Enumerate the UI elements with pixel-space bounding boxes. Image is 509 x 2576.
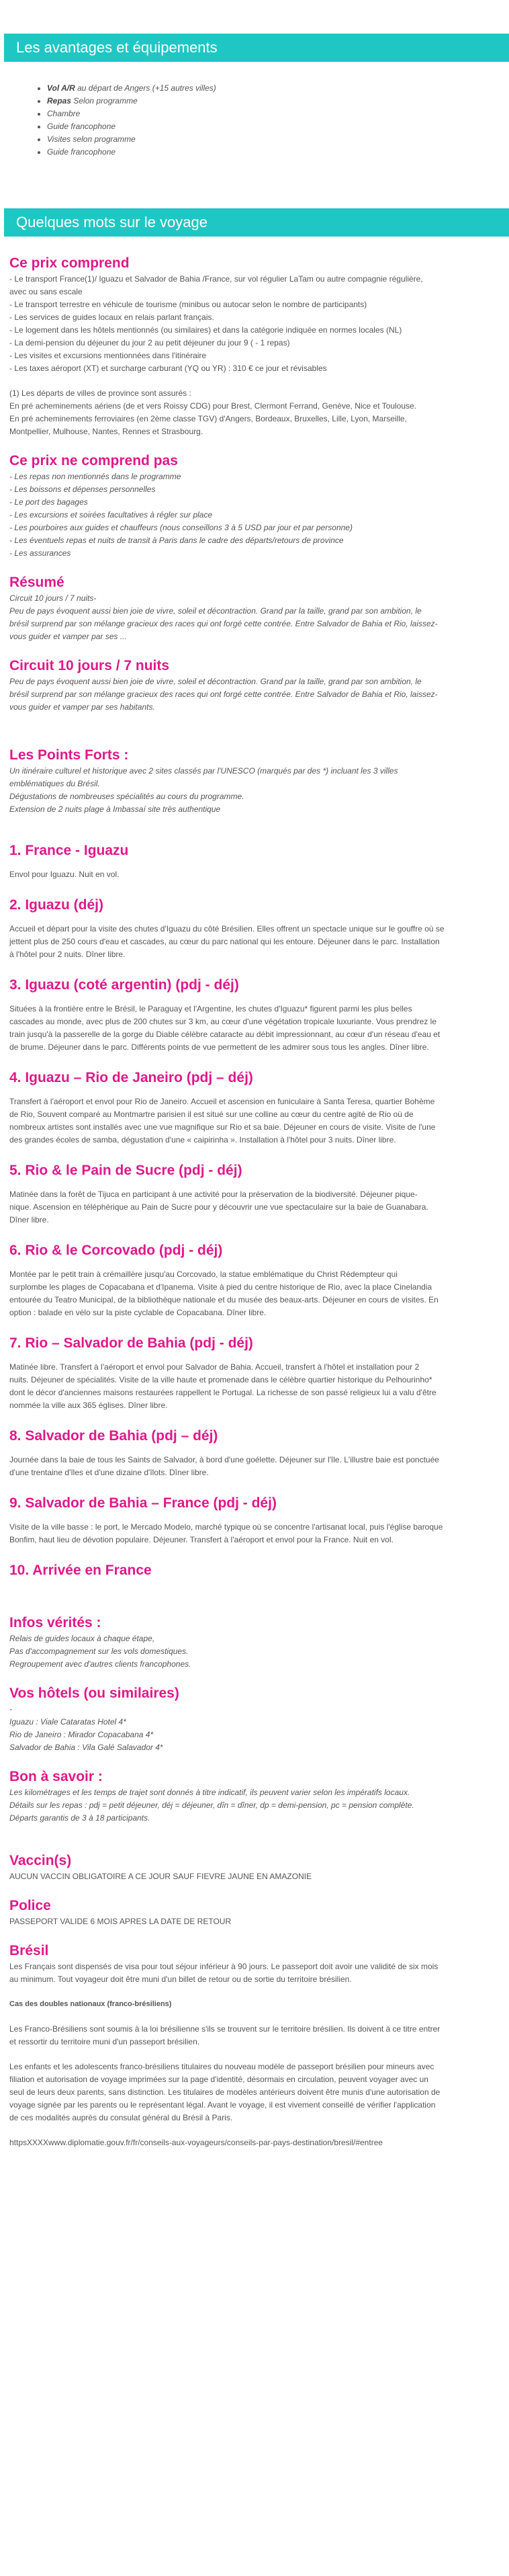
day-title: 5. Rio & le Pain de Sucre (pdj - déj) <box>9 1163 242 1178</box>
advantage-item <box>47 82 502 95</box>
text-line: Montpellier, Mulhouse, Nantes, Rennes et Strasbourg. <box>9 427 203 436</box>
text-line: dont le décor d'anciennes maisons restaurées rappellent le Portugal. La richesse de son passé religieux lui a valu d'être <box>9 1388 436 1397</box>
text-line: Envol pour Iguazu. Nuit en vol. <box>9 870 120 879</box>
excludes-section <box>0 452 502 560</box>
text-line: Visite de la ville basse : le port, le Mercado Modelo, marché typique où se concentre l'artisanat local, puis l'église baroque <box>9 1522 443 1532</box>
advantage-item <box>47 120 502 133</box>
text-line: Montée par le petit train à crémaillère jusqu'au Corcovado, la statue emblématique du Christ Rédempteur qui <box>9 1270 398 1279</box>
text-line: brésil surprend par son mélange gracieux des races qui ont forgé cette contrée. Entre Salvador de Bahia et Rio, laissez- <box>9 619 438 628</box>
brazil-section <box>0 1942 502 2149</box>
text-line: Départs garantis de 3 à 18 participants. <box>9 1813 150 1823</box>
know-section <box>0 1768 502 1825</box>
brazil-link[interactable]: httpsXXXXwww.diplomatie.gouv.fr/fr/conseils-aux-voyageurs/conseils-par-pays-destination/bresil/#entree <box>9 2138 383 2147</box>
vaccine-text: AUCUN VACCIN OBLIGATOIRE A CE JOUR SAUF FIEVRE JAUNE EN AMAZONIE <box>9 1872 312 1881</box>
circuit-title: Circuit 10 jours / 7 nuits <box>9 658 170 673</box>
police-section <box>0 1897 502 1928</box>
text-line: Pas d'accompagnement sur les vols domestiques. <box>9 1647 189 1656</box>
advantage-item-text: Visites selon programme <box>47 134 136 144</box>
day-title: 1. France - Iguazu <box>9 843 129 858</box>
text-line: Rio de Janeiro : Mirador Copacabana 4* <box>9 1730 154 1739</box>
text-line: jettent plus de 250 cours d'eau et cascades, au cœur du parc national qui les entoure. Déjeuner dans le parc. Installation <box>9 937 440 946</box>
text-line: Matinée dans la forêt de Tijuca en participant à une activité pour la préservation de la biodiversité. Déjeuner pique- <box>9 1190 418 1199</box>
text-line: nuits. Déjeuner de spécialités. Visite de la ville haute et promenade dans le célèbre quartier historique du Pelhourinho* <box>9 1375 432 1384</box>
advantage-item-text: au départ de Angers (+15 autres villes) <box>75 83 216 93</box>
day-title: 8. Salvador de Bahia (pdj – déj) <box>9 1428 218 1444</box>
vaccine-section <box>0 1852 502 1883</box>
summary-title: Résumé <box>9 575 64 590</box>
text-line: Les enfants et les adolescents franco-brésiliens titulaires du nouveau modèle de passeport brésilien pour mineurs avec <box>9 2062 434 2071</box>
text-line: Iguazu : Viale Cataratas Hotel 4* <box>9 1717 126 1727</box>
summary-lines <box>9 592 502 643</box>
includes-title: Ce prix comprend <box>9 255 130 271</box>
day-section <box>0 1334 502 1412</box>
text-line: - Le transport terrestre en véhicule de tourisme (minibus ou autocar selon le nombre de participants) <box>9 300 367 309</box>
hotels-lines <box>9 1703 502 1754</box>
advantages-header: Les avantages et équipements <box>4 34 509 62</box>
text-line: Salvador de Bahia : Vila Galé Salavador 4* <box>9 1743 163 1752</box>
police-title: Police <box>9 1898 51 1913</box>
text-line: - Les visites et excursions mentionnées dans l'itinéraire <box>9 351 207 360</box>
day-lines <box>9 1095 502 1147</box>
text-line: vous guider et vamper par ses ... <box>9 632 127 641</box>
about-header: Quelques mots sur le voyage <box>4 208 509 237</box>
text-line: Journée dans la baie de tous les Saints de Salvador, à bord d'une goélette. Déjeuner sur l'île. L'illustre baie est ponctuée <box>9 1455 439 1464</box>
text-line: - Les excursions et soirées facultatives à régler sur place <box>9 510 213 520</box>
text-line: Les Franco-Brésiliens sont soumis à la loi brésilienne s'ils se trouvent sur le territoire brésilien. Ils doivent à ce titre entrer <box>9 2024 441 2034</box>
truths-lines <box>9 1632 502 1671</box>
day-lines <box>9 923 502 961</box>
text-line: En pré acheminements ferroviaires (en 2ème classe TGV) d'Angers, Bordeaux, Bruxelles, Lille, Lyon, Marseille, <box>9 414 407 423</box>
text-line: nombreux artistes sont installés avec une vue magnifique sur Rio et sa baie. Déjeuner en cours de visite. Visite de l'une <box>9 1122 436 1132</box>
day-title: 10. Arrivée en France <box>9 1563 152 1578</box>
text-line: - Les pourboires aux guides et chauffeurs (nous conseillons 3 à 5 USD par jour et par personne) <box>9 523 353 532</box>
text-line: Les Français sont dispensés de visa pour tout séjour inférieur à 90 jours. Le passeport doit avoir une validité de six mois <box>9 1962 438 1971</box>
text-line: entourée du Teatro Municipal, de la bibliothèque nationale et du musée des beaux-arts. Déjeuner en cours de visites. En <box>9 1295 438 1304</box>
text-line: Peu de pays évoquent aussi bien joie de vivre, soleil et décontraction. Grand par la taille, grand par son ambition, le <box>9 606 422 616</box>
day-section <box>0 1241 502 1319</box>
day-title: 9. Salvador de Bahia – France (pdj - déj) <box>9 1495 277 1511</box>
day-lines <box>9 1188 502 1227</box>
strong-section <box>0 746 502 816</box>
advantage-item-text: Chambre <box>47 109 81 118</box>
text-line: Bonfim, haut lieu de dévotion populaire. Déjeuner. Transfert à l'aéroport et envol pour la France. Nuit en vol. <box>9 1535 394 1544</box>
advantage-item-text: Guide francophone <box>47 147 116 157</box>
text-line: - Les assurances <box>9 548 71 558</box>
text-line: Dégustations de nombreuses spécialités au cours du programme. <box>9 792 244 801</box>
circuit-lines <box>9 675 502 714</box>
text-line: Regroupement avec d'autres clients francophones. <box>9 1659 191 1669</box>
know-lines <box>9 1786 502 1825</box>
text-line: Matinée libre. Transfert à l'aéroport et envol pour Salvador de Bahia. Accueil, transfert à l'hôtel et installation pour 2 <box>9 1362 420 1372</box>
includes-lines <box>9 273 502 375</box>
text-line: d'une trentaine d'îles et d'une dizaine d'îlots. Dîner libre. <box>9 1468 209 1477</box>
day-lines <box>9 1454 502 1479</box>
advantage-item-bold: Repas <box>47 96 72 106</box>
day-lines <box>9 868 502 881</box>
day-lines <box>9 1268 502 1319</box>
text-line: seul de leurs deux parents, sans distinction. Les titulaires de modèles antérieurs doivent être munis d'une autorisation de <box>9 2087 441 2097</box>
text-line: brésil surprend par son mélange gracieux des races qui ont forgé cette contrée. Entre Salvador de Bahia et Rio, laissez- <box>9 690 438 699</box>
text-line: de brume. Déjeuner dans le parc. Différents points de vue permettent de les admirer sous tous les angles. Dîner libre. <box>9 1042 429 1052</box>
text-line: (1) Les départs de villes de province sont assurés : <box>9 388 191 398</box>
text-line: à l'hôtel pour 2 nuits. Dîner libre. <box>9 950 126 959</box>
summary-section <box>0 573 502 643</box>
text-line: - Le port des bagages <box>9 497 88 507</box>
text-line: nommée la ville aux 365 églises. Dîner libre. <box>9 1401 168 1410</box>
text-line: Extension de 2 nuits plage à Imbassaí site très authentique <box>9 804 221 814</box>
strong-lines <box>9 765 502 816</box>
advantage-item-bold: Vol A/R <box>47 83 75 93</box>
text-line: - Les services de guides locaux en relais parlant français. <box>9 313 214 322</box>
advantage-item <box>47 133 502 146</box>
truths-section <box>0 1614 502 1671</box>
day-title: 6. Rio & le Corcovado (pdj - déj) <box>9 1243 223 1258</box>
text-line: cascades au monde, avec plus de 200 chutes sur 3 km, au cœur d'une végétation tropicale luxuriante. Vous prendrez le <box>9 1017 436 1026</box>
text-line: En pré acheminements aériens (de et vers Roissy CDG) pour Brest, Clermont Ferrand, Genève, Nice et Toulouse. <box>9 401 417 411</box>
day-section <box>0 1561 502 1580</box>
day-lines <box>9 1521 502 1546</box>
day-section <box>0 1161 502 1227</box>
circuit-section <box>0 657 502 714</box>
brazil-p1 <box>9 1960 502 1986</box>
text-line: vous guider et vamper par ses habitants. <box>9 702 155 712</box>
day-section <box>0 1069 502 1147</box>
includes-note <box>9 387 502 438</box>
text-line: Peu de pays évoquent aussi bien joie de vivre, soleil et décontraction. Grand par la taille, grand par son ambition, le <box>9 677 422 686</box>
police-text: PASSEPORT VALIDE 6 MOIS APRES LA DATE DE RETOUR <box>9 1917 232 1926</box>
text-line: train jusqu'à la passerelle de la gorge du Diable célèbre cataracte au débit impressionnant, au cœur d'un réseau d'eau et <box>9 1030 441 1039</box>
text-line: surplombe les plages de Copacabana et d'Ipanema. Visite à pied du centre historique de Rio, avec la place Cinelandia <box>9 1282 432 1292</box>
text-line: et ressortir du territoire muni d'un passeport brésilien. <box>9 2037 200 2046</box>
text-line: de ces modalités auprès du consulat général du Brésil à Paris. <box>9 2113 233 2122</box>
advantage-item <box>47 108 502 120</box>
advantage-item-text: Selon programme <box>71 96 138 106</box>
brazil-title: Brésil <box>9 1943 49 1958</box>
text-line: Les kilométrages et les temps de trajet sont donnés à titre indicatif, ils peuvent varier selon les impératifs locaux. <box>9 1788 410 1797</box>
text-line: Transfert à l'aéroport et envol pour Rio de Janeiro. Accueil et ascension en funiculaire à Santa Teresa, quartier Bohème <box>9 1097 435 1106</box>
hotels-title: Vos hôtels (ou similaires) <box>9 1686 179 1701</box>
day-section <box>0 1427 502 1479</box>
advantages-list <box>39 82 502 159</box>
truths-title: Infos vérités : <box>9 1615 101 1630</box>
day-lines <box>9 1361 502 1412</box>
brazil-dual-title: Cas des doubles nationaux (franco-brésiliens) <box>9 2000 172 2008</box>
text-line: Un itinéraire culturel et historique avec 2 sites classés par l'UNESCO (marqués par des *) incluant les 3 villes <box>9 766 398 776</box>
includes-section <box>0 254 502 438</box>
itinerary <box>0 841 509 1580</box>
day-section <box>0 976 502 1054</box>
day-title: 4. Iguazu – Rio de Janeiro (pdj – déj) <box>9 1070 253 1085</box>
strong-title: Les Points Forts : <box>9 747 129 763</box>
day-lines <box>9 1003 502 1054</box>
advantage-item <box>47 95 502 108</box>
text-line: des grandes écoles de samba, dégustation d'une « caipirinha ». Installation à l'hôtel pour 3 nuits. Dîner libre. <box>9 1135 396 1145</box>
vaccine-title: Vaccin(s) <box>9 1853 72 1868</box>
text-line: - Les boissons et dépenses personnelles <box>9 485 156 494</box>
know-title: Bon à savoir : <box>9 1769 103 1784</box>
text-line: - <box>9 1704 12 1714</box>
hotels-section <box>0 1684 502 1754</box>
text-line: avec ou sans escale <box>9 287 83 296</box>
day-title: 3. Iguazu (coté argentin) (pdj - déj) <box>9 977 239 993</box>
text-line: option : balade en vélo sur la piste cyclable de Copacabana. Dîner libre. <box>9 1308 267 1317</box>
day-section <box>0 841 502 881</box>
day-title: 2. Iguazu (déj) <box>9 897 104 913</box>
text-line: emblématiques du Brésil. <box>9 779 100 788</box>
text-line: Détails sur les repas : pdj = petit déjeuner, déj = déjeuner, dîn = dîner, dp = demi-pension, pc = pension complète. <box>9 1800 414 1810</box>
excludes-title: Ce prix ne comprend pas <box>9 453 178 468</box>
brazil-p3 <box>9 2061 502 2124</box>
advantage-item <box>47 146 502 159</box>
brazil-p2 <box>9 2023 502 2048</box>
page <box>0 34 509 2149</box>
text-line: - Les repas non mentionnés dans le programme <box>9 472 181 481</box>
day-title: 7. Rio – Salvador de Bahia (pdj - déj) <box>9 1335 253 1351</box>
text-line: - Le logement dans les hôtels mentionnés (ou similaires) et dans la catégorie indiquée en normes locales (NL) <box>9 325 402 335</box>
text-line: - Le transport France(1)/ Iguazu et Salvador de Bahia /France, sur vol régulier LaTam ou autre compagnie régulière, <box>9 274 423 284</box>
text-line: Accueil et départ pour la visite des chutes d'Iguazu du côté Brésilien. Elles offrent un spectacle unique sur le gouffre où se <box>9 924 445 933</box>
text-line: - La demi-pension du déjeuner du jour 2 au petit déjeuner du jour 9 ( - 1 repas) <box>9 338 290 347</box>
text-line: Circuit 10 jours / 7 nuits- <box>9 593 97 603</box>
text-line: au minimum. Tout voyageur doit être muni d'un billet de retour ou de sortie du territoire brésilien. <box>9 1975 352 1984</box>
text-line: Relais de guides locaux à chaque étape, <box>9 1634 155 1643</box>
day-section <box>0 1494 502 1546</box>
text-line: - Les taxes aéroport (XT) et surcharge carburant (YQ ou YR) : 310 € ce jour et révisables <box>9 364 327 373</box>
text-line: voyage signée par les parents ou le représentant légal. Avant le voyage, il est vivement conseillé de vérifier l'application <box>9 2100 436 2110</box>
advantages-section <box>0 82 502 159</box>
text-line: Dîner libre. <box>9 1215 49 1224</box>
day-section <box>0 896 502 961</box>
advantage-item-text: Guide francophone <box>47 122 116 131</box>
excludes-lines <box>9 470 502 560</box>
text-line: de Rio, Souvent comparé au Montmartre parisien il est situé sur une colline au cœur du centre agité de Rio où de <box>9 1110 414 1119</box>
text-line: filiation et autorisation de voyage imprimées sur la page d'identité, désormais en circulation, peuvent voyager avec un <box>9 2075 428 2084</box>
text-line: nique. Ascension en téléphérique au Pain de Sucre pour y découvrir une vue spectaculaire sur la baie de Guanabara. <box>9 1202 428 1212</box>
text-line: Situées à la frontière entre le Brésil, le Paraguay et l'Argentine, les chutes d'Iguazu* figurent parmi les plus belles <box>9 1004 412 1013</box>
text-line: - Les éventuels repas et nuits de transit à Paris dans le cadre des départs/retours de province <box>9 536 344 545</box>
